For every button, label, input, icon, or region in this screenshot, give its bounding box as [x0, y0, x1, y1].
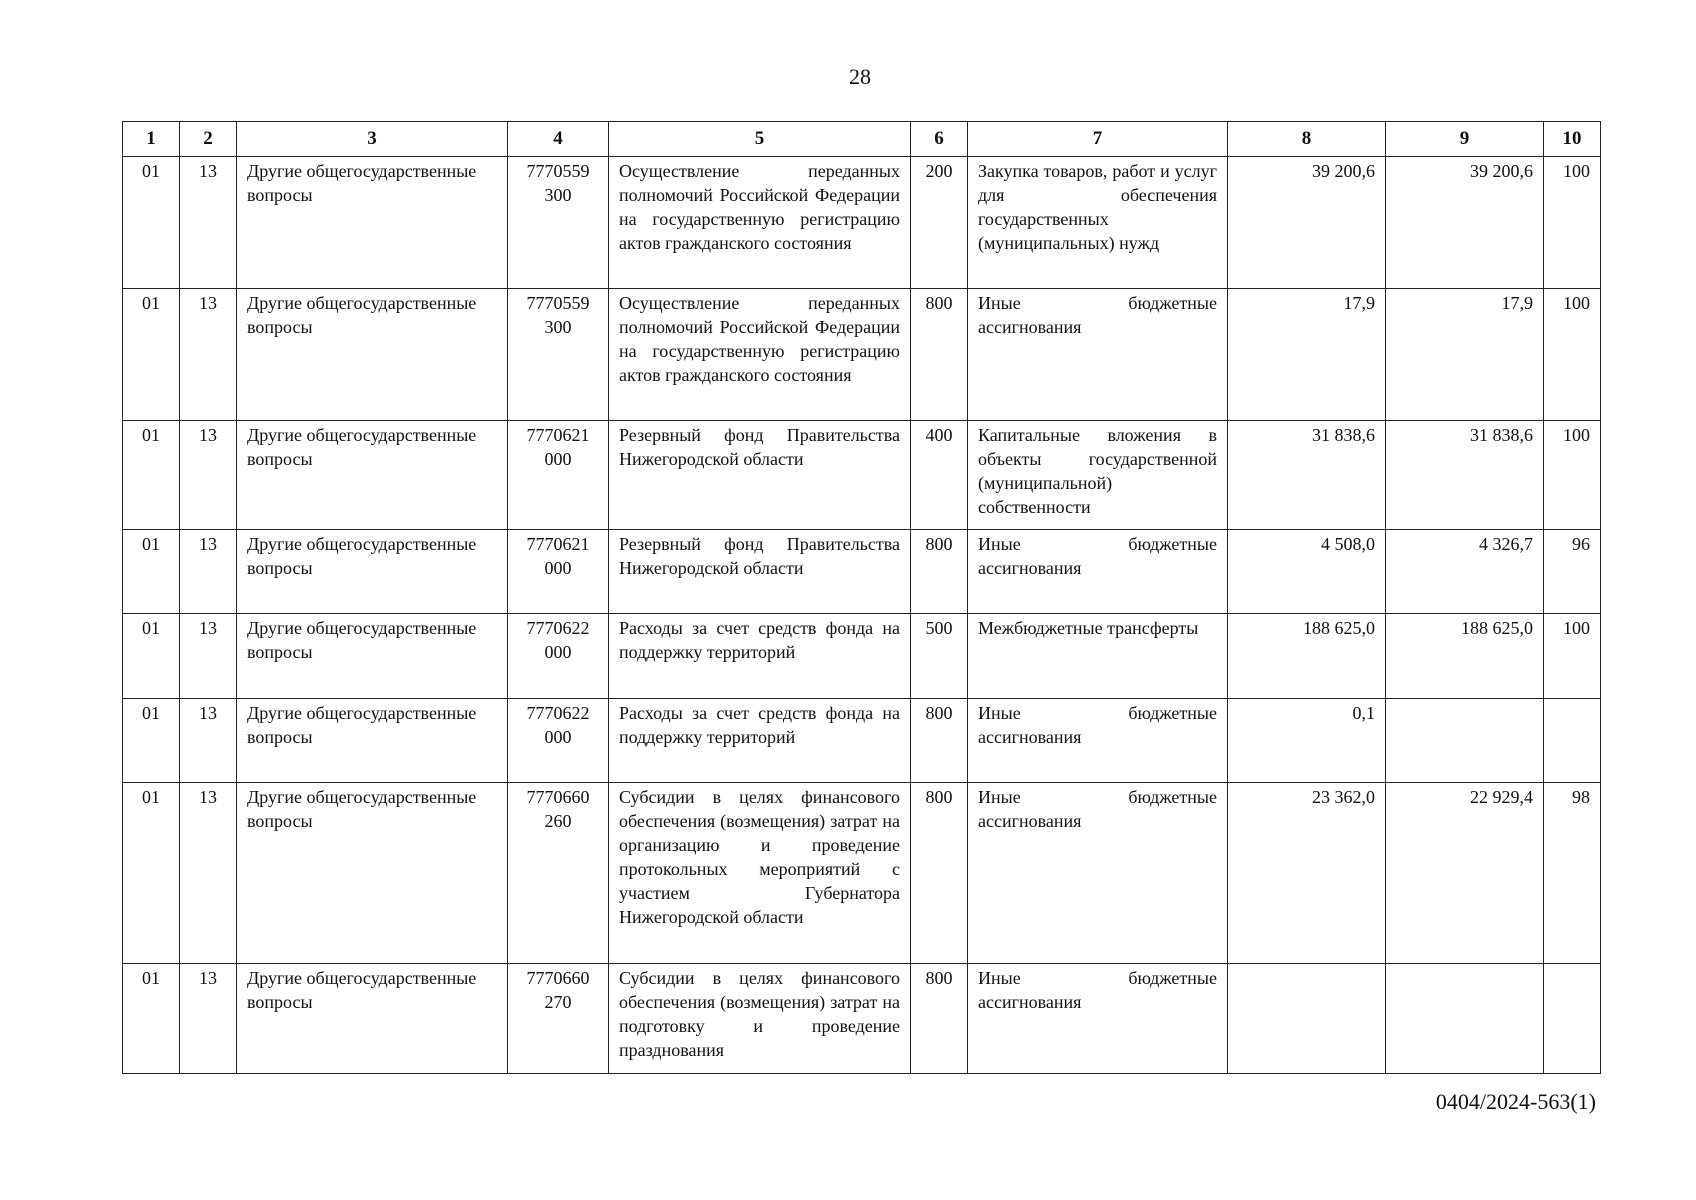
- expense-type-code: 500: [911, 614, 968, 699]
- planned-amount: 39 200,6: [1228, 157, 1386, 289]
- target-article-name: Расходы за счет средств фонда на поддержку территорий: [609, 699, 911, 783]
- table-row: [123, 289, 1601, 421]
- execution-percent: 100: [1544, 614, 1601, 699]
- target-article-code: 7770559 300: [508, 289, 609, 421]
- execution-percent: [1544, 699, 1601, 783]
- table-row: [123, 421, 1601, 530]
- planned-amount: 188 625,0: [1228, 614, 1386, 699]
- execution-percent: 96: [1544, 530, 1601, 614]
- target-article-name: Резервный фонд Правительства Нижегородской области: [609, 421, 911, 530]
- expense-type-code: 800: [911, 530, 968, 614]
- expense-type-name: Межбюджетные трансферты: [968, 614, 1228, 699]
- table-row: [123, 783, 1601, 964]
- planned-amount: 31 838,6: [1228, 421, 1386, 530]
- target-article-name: Субсидии в целях финансового обеспечения (возмещения) затрат на организацию и проведение протокольных мероприятий с участием Губернатора Нижегородской области: [609, 783, 911, 964]
- expense-type-name: Иные бюджетные ассигнования: [968, 783, 1228, 964]
- expense-type-code: 400: [911, 421, 968, 530]
- expense-type-code: 800: [911, 699, 968, 783]
- target-article-code: 7770660 260: [508, 783, 609, 964]
- executed-amount: [1386, 699, 1544, 783]
- planned-amount: [1228, 964, 1386, 1074]
- section-code: 01: [123, 614, 180, 699]
- subsection-name: Другие общегосударственные вопросы: [237, 964, 508, 1074]
- planned-amount: 0,1: [1228, 699, 1386, 783]
- executed-amount: 4 326,7: [1386, 530, 1544, 614]
- column-header: 3: [237, 122, 508, 157]
- subsection-code: 13: [180, 530, 237, 614]
- planned-amount: 23 362,0: [1228, 783, 1386, 964]
- subsection-name: Другие общегосударственные вопросы: [237, 614, 508, 699]
- expense-type-code: 800: [911, 783, 968, 964]
- column-header: 7: [968, 122, 1228, 157]
- column-header: 10: [1544, 122, 1601, 157]
- target-article-code: 7770660 270: [508, 964, 609, 1074]
- section-code: 01: [123, 699, 180, 783]
- expense-type-code: 800: [911, 289, 968, 421]
- target-article-name: Расходы за счет средств фонда на поддержку территорий: [609, 614, 911, 699]
- execution-percent: 100: [1544, 157, 1601, 289]
- table-row: [123, 157, 1601, 289]
- subsection-name: Другие общегосударственные вопросы: [237, 699, 508, 783]
- target-article-code: 7770622 000: [508, 614, 609, 699]
- column-header: 8: [1228, 122, 1386, 157]
- column-header: 4: [508, 122, 609, 157]
- table-row: [123, 699, 1601, 783]
- subsection-name: Другие общегосударственные вопросы: [237, 783, 508, 964]
- execution-percent: 98: [1544, 783, 1601, 964]
- executed-amount: 17,9: [1386, 289, 1544, 421]
- column-header: 2: [180, 122, 237, 157]
- subsection-name: Другие общегосударственные вопросы: [237, 530, 508, 614]
- header-row: [123, 122, 1601, 157]
- planned-amount: 17,9: [1228, 289, 1386, 421]
- target-article-name: Субсидии в целях финансового обеспечения (возмещения) затрат на подготовку и проведение празднования: [609, 964, 911, 1074]
- target-article-code: 7770621 000: [508, 530, 609, 614]
- section-code: 01: [123, 289, 180, 421]
- section-code: 01: [123, 783, 180, 964]
- expense-type-code: 800: [911, 964, 968, 1074]
- target-article-code: 7770621 000: [508, 421, 609, 530]
- section-code: 01: [123, 530, 180, 614]
- subsection-code: 13: [180, 421, 237, 530]
- target-article-name: Осуществление переданных полномочий Российской Федерации на государственную регистрацию актов гражданского состояния: [609, 289, 911, 421]
- subsection-name: Другие общегосударственные вопросы: [237, 157, 508, 289]
- execution-percent: 100: [1544, 289, 1601, 421]
- expense-type-name: Иные бюджетные ассигнования: [968, 289, 1228, 421]
- budget-table: [122, 121, 1601, 1074]
- expense-type-name: Капитальные вложения в объекты государственной (муниципальной) собственности: [968, 421, 1228, 530]
- executed-amount: 22 929,4: [1386, 783, 1544, 964]
- target-article-code: 7770622 000: [508, 699, 609, 783]
- subsection-name: Другие общегосударственные вопросы: [237, 421, 508, 530]
- subsection-code: 13: [180, 783, 237, 964]
- section-code: 01: [123, 964, 180, 1074]
- expense-type-name: Иные бюджетные ассигнования: [968, 964, 1228, 1074]
- section-code: 01: [123, 157, 180, 289]
- expense-type-name: Иные бюджетные ассигнования: [968, 530, 1228, 614]
- executed-amount: 188 625,0: [1386, 614, 1544, 699]
- target-article-code: 7770559 300: [508, 157, 609, 289]
- execution-percent: [1544, 964, 1601, 1074]
- target-article-name: Осуществление переданных полномочий Российской Федерации на государственную регистрацию актов гражданского состояния: [609, 157, 911, 289]
- executed-amount: 39 200,6: [1386, 157, 1544, 289]
- subsection-code: 13: [180, 289, 237, 421]
- section-code: 01: [123, 421, 180, 530]
- table-row: [123, 964, 1601, 1074]
- column-header: 6: [911, 122, 968, 157]
- subsection-code: 13: [180, 157, 237, 289]
- subsection-code: 13: [180, 964, 237, 1074]
- page-number: 28: [849, 64, 871, 89]
- expense-type-code: 200: [911, 157, 968, 289]
- execution-percent: 100: [1544, 421, 1601, 530]
- subsection-name: Другие общегосударственные вопросы: [237, 289, 508, 421]
- column-header: 5: [609, 122, 911, 157]
- column-header: 9: [1386, 122, 1544, 157]
- expense-type-name: Иные бюджетные ассигнования: [968, 699, 1228, 783]
- expense-type-name: Закупка товаров, работ и услуг для обеспечения государственных (муниципальных) нужд: [968, 157, 1228, 289]
- table-row: [123, 530, 1601, 614]
- executed-amount: [1386, 964, 1544, 1074]
- document-id: 0404/2024-563(1): [1435, 1089, 1596, 1114]
- subsection-code: 13: [180, 614, 237, 699]
- target-article-name: Резервный фонд Правительства Нижегородской области: [609, 530, 911, 614]
- executed-amount: 31 838,6: [1386, 421, 1544, 530]
- table-row: [123, 614, 1601, 699]
- column-header: 1: [123, 122, 180, 157]
- subsection-code: 13: [180, 699, 237, 783]
- planned-amount: 4 508,0: [1228, 530, 1386, 614]
